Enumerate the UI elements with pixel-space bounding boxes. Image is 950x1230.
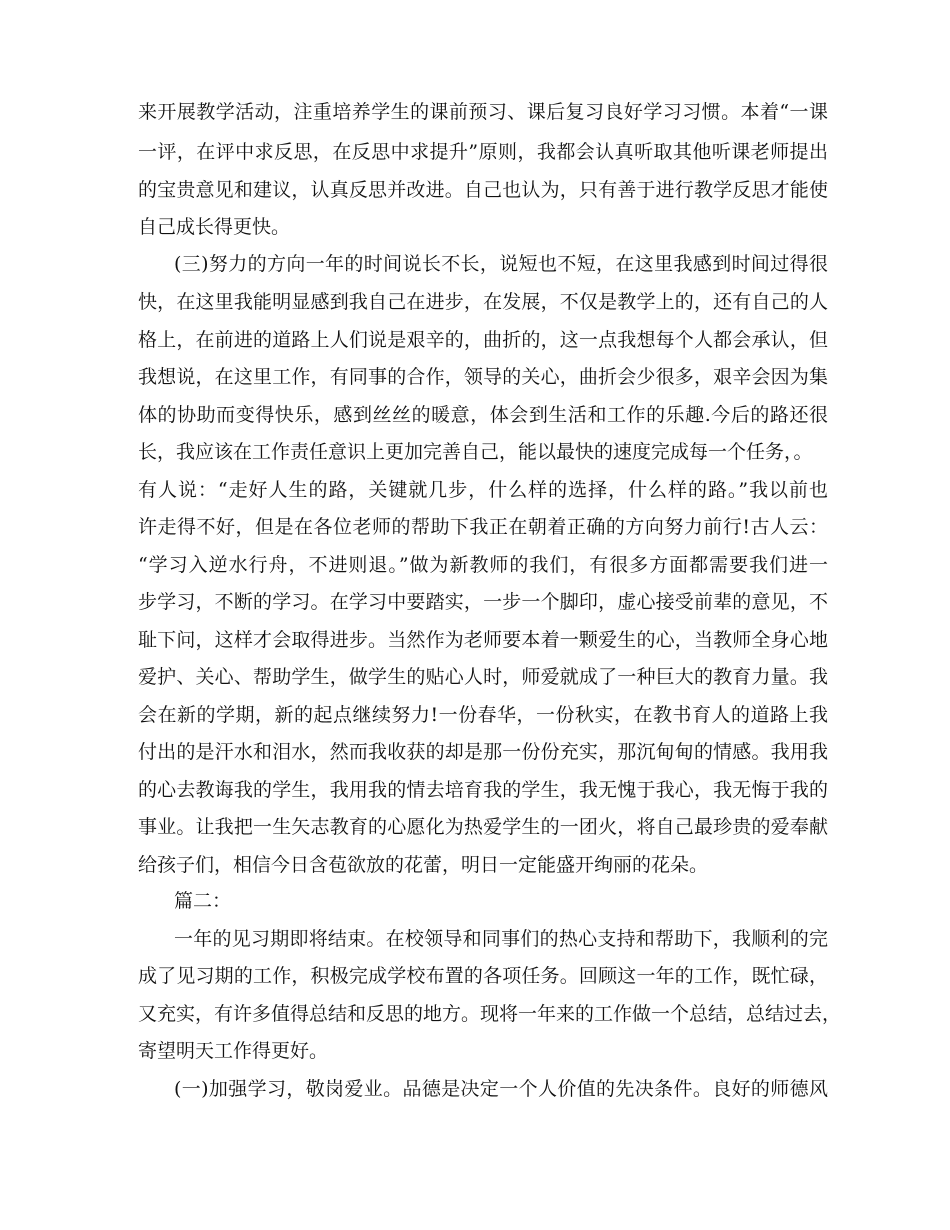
text-line: 又充实，有许多值得总结和反思的地方。现将一年来的工作做一个总结，总结过去， — [138, 1003, 842, 1025]
text-line: 我想说，在这里工作，有同事的合作，领导的关心，曲折会少很多，艰辛会因为集 — [138, 366, 828, 388]
text-line: 的心去教诲我的学生，我用我的情去培育我的学生，我无愧于我心，我无悔于我的 — [138, 779, 828, 801]
text-line: 付出的是汗水和泪水，然而我收获的却是那一份份充实，那沉甸甸的情感。我用我 — [138, 741, 828, 763]
text-line: 自己成长得更快。 — [138, 216, 291, 238]
text-line: 来开展教学活动，注重培养学生的课前预习、课后复习良好学习习惯。本着“一课 — [138, 101, 828, 123]
text-line: 给孩子们，相信今日含苞欲放的花蕾，明日一定能盛开绚丽的花朵。 — [138, 854, 709, 876]
text-line: (三)努力的方向一年的时间说长不长，说短也不短，在这里我感到时间过得很 — [174, 253, 828, 275]
text-line: 篇二： — [174, 890, 232, 912]
text-line: 一评，在评中求反思，在反思中求提升”原则，我都会认真听取其他听课老师提出 — [138, 141, 828, 163]
text-line: 长，我应该在工作责任意识上更加完善自己，能以最快的速度完成每一个任务，。 — [138, 441, 813, 463]
text-line: 体的协助而变得快乐，感到丝丝的暖意，体会到生活和工作的乐趣.今后的路还很 — [138, 404, 828, 426]
text-line: (一)加强学习，敬岗爱业。品德是决定一个人价值的先决条件。良好的师德风 — [174, 1078, 828, 1100]
text-line: 快，在这里我能明显感到我自己在进步，在发展，不仅是教学上的，还有自己的人 — [138, 291, 828, 313]
text-line: 事业。让我把一生矢志教育的心愿化为热爱学生的一团火，将自己最珍贵的爱奉献 — [138, 816, 828, 838]
text-line: 会在新的学期，新的起点继续努力!一份春华，一份秋实，在教书育人的道路上我 — [138, 704, 828, 726]
text-line: 有人说：“走好人生的路，关键就几步，什么样的选择，什么样的路。”我以前也 — [138, 479, 828, 501]
text-line: 步学习，不断的学习。在学习中要踏实，一步一个脚印，虚心接受前辈的意见，不 — [138, 591, 828, 613]
text-line: 耻下问，这样才会取得进步。当然作为老师要本着一颗爱生的心，当教师全身心地 — [138, 629, 828, 651]
text-line: 一年的见习期即将结束。在校领导和同事们的热心支持和帮助下，我顺利的完 — [174, 928, 828, 950]
text-line: 许走得不好，但是在各位老师的帮助下我正在朝着正确的方向努力前行!古人云： — [138, 516, 828, 538]
text-line: “学习入逆水行舟，不进则退。”做为新教师的我们，有很多方面都需要我们进一 — [138, 554, 828, 576]
text-line: 寄望明天工作得更好。 — [138, 1040, 329, 1062]
text-line: 格上，在前进的道路上人们说是艰辛的，曲折的，这一点我想每个人都会承认，但 — [138, 329, 828, 351]
text-line: 的宝贵意见和建议，认真反思并改进。自己也认为，只有善于进行教学反思才能使 — [138, 179, 828, 201]
text-line: 爱护、关心、帮助学生，做学生的贴心人时，师爱就成了一种巨大的教育力量。我 — [138, 666, 828, 688]
text-line: 成了见习期的工作，积极完成学校布置的各项任务。回顾这一年的工作，既忙碌， — [138, 965, 828, 987]
